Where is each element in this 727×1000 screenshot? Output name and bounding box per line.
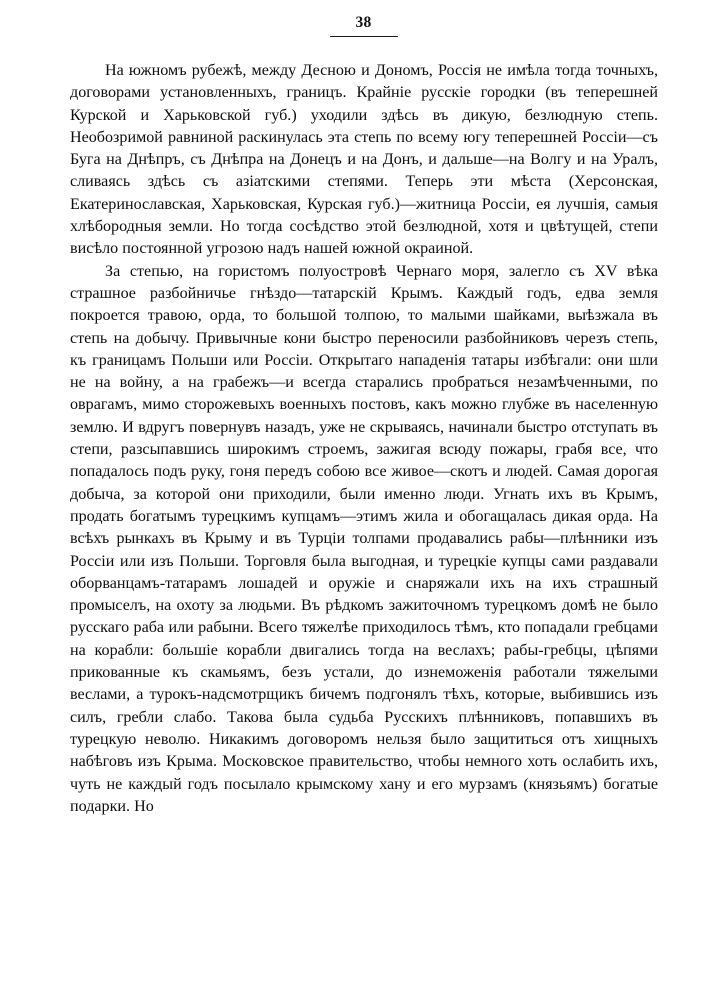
page-number: 38: [355, 14, 372, 31]
paragraph: За степью, на гористомъ полуостровѣ Чернаго моря, залегло съ XV вѣка страшное разбойничье гнѣздо—татарскій Крымъ. Каждый годъ, едва земля покроется травою, орда, то большой толпою, то малыми шайками, выѣзжала въ степь на добычу. Привычные кони быстро переносили разбойниковъ черезъ степь, къ границамъ Польши или Россіи. Открытаго нападенія татары избѣгали: они шли не на войну, а на грабежъ—и всегда старались пробраться незамѣченными, по оврагамъ, мимо сторожевыхъ военныхъ постовъ, какъ можно глубже въ населенную землю. И вдругъ повернувъ назадъ, уже не скрываясь, начинали быстро отступать въ степи, разсыпавшись широкимъ строемъ, зажигая всюду пожары, грабя все, что попадалось подъ руку, гоня передъ собою все живое—скотъ и людей. Самая дорогая добыча, за которой они приходили, были именно люди. Угнать ихъ въ Крымъ, продать богатымъ турецкимъ купцамъ—этимъ жила и обогащалась дикая орда. На всѣхъ рынкахъ въ Крыму и въ Турціи толпами продавались рабы—плѣнники изъ Россіи или изъ Польши. Торговля была выгодная, и турецкіе купцы сами раздавали оборванцамъ-татарамъ лошадей и оружіе и снаряжали ихъ на ихъ страшный промыселъ, на охоту за людьми. Въ рѣдкомъ зажиточномъ турецкомъ домѣ не было русскаго раба или рабыни. Всего тяжелѣе приходилось тѣмъ, кто попадали гребцами на корабли: большіе корабли двигались тогда на веслахъ; рабы-гребцы, цѣпями прикованные къ скамьямъ, безъ устали, до изнеможенія работали тяжелыми веслами, а турокъ-надсмотрщикъ бичемъ подгонялъ тѣхъ, которые, выбившись изъ силъ, гребли слабо. Такова была судьба Русскихъ плѣнниковъ, попавшихъ въ турецкую неволю. Никакимъ договоромъ нельзя было защититься отъ хищныхъ набѣговъ изъ Крыма. Московское правительство, чтобы немного хоть ослабить ихъ, чуть не каждый годъ посылало крымскому хану и его мурзамъ (князьямъ) богатые подарки. Но: [70, 262, 658, 815]
body-text-column: [70, 60, 658, 818]
header-rule: [330, 36, 398, 37]
paragraph: На южномъ рубежѣ, между Десною и Дономъ, Россія не имѣла тогда точныхъ, договорами установленныхъ, границъ. Крайніе русскіе городки (въ теперешней Курской и Харьковской губ.) уходили здѣсь въ дикую, безлюдную степь. Необозримой равниной раскинулась эта степь по всему югу теперешней Россіи—съ Буга на Днѣпръ, съ Днѣпра на Донецъ и на Донъ, и дальше—на Волгу и на Уралъ, сливаясь здѣсь съ азіатскими степями. Теперь эти мѣста (Херсонская, Екатеринославская, Харьковская, Курская губ.)—житница Россіи, ея лучшія, самыя хлѣбородныя земли. Но тогда сосѣдство этой безлюдной, хотя и цвѣтущей, степи висѣло постоянной угрозою надъ нашей южной окраиной.: [70, 62, 658, 258]
page-header: [0, 14, 727, 37]
